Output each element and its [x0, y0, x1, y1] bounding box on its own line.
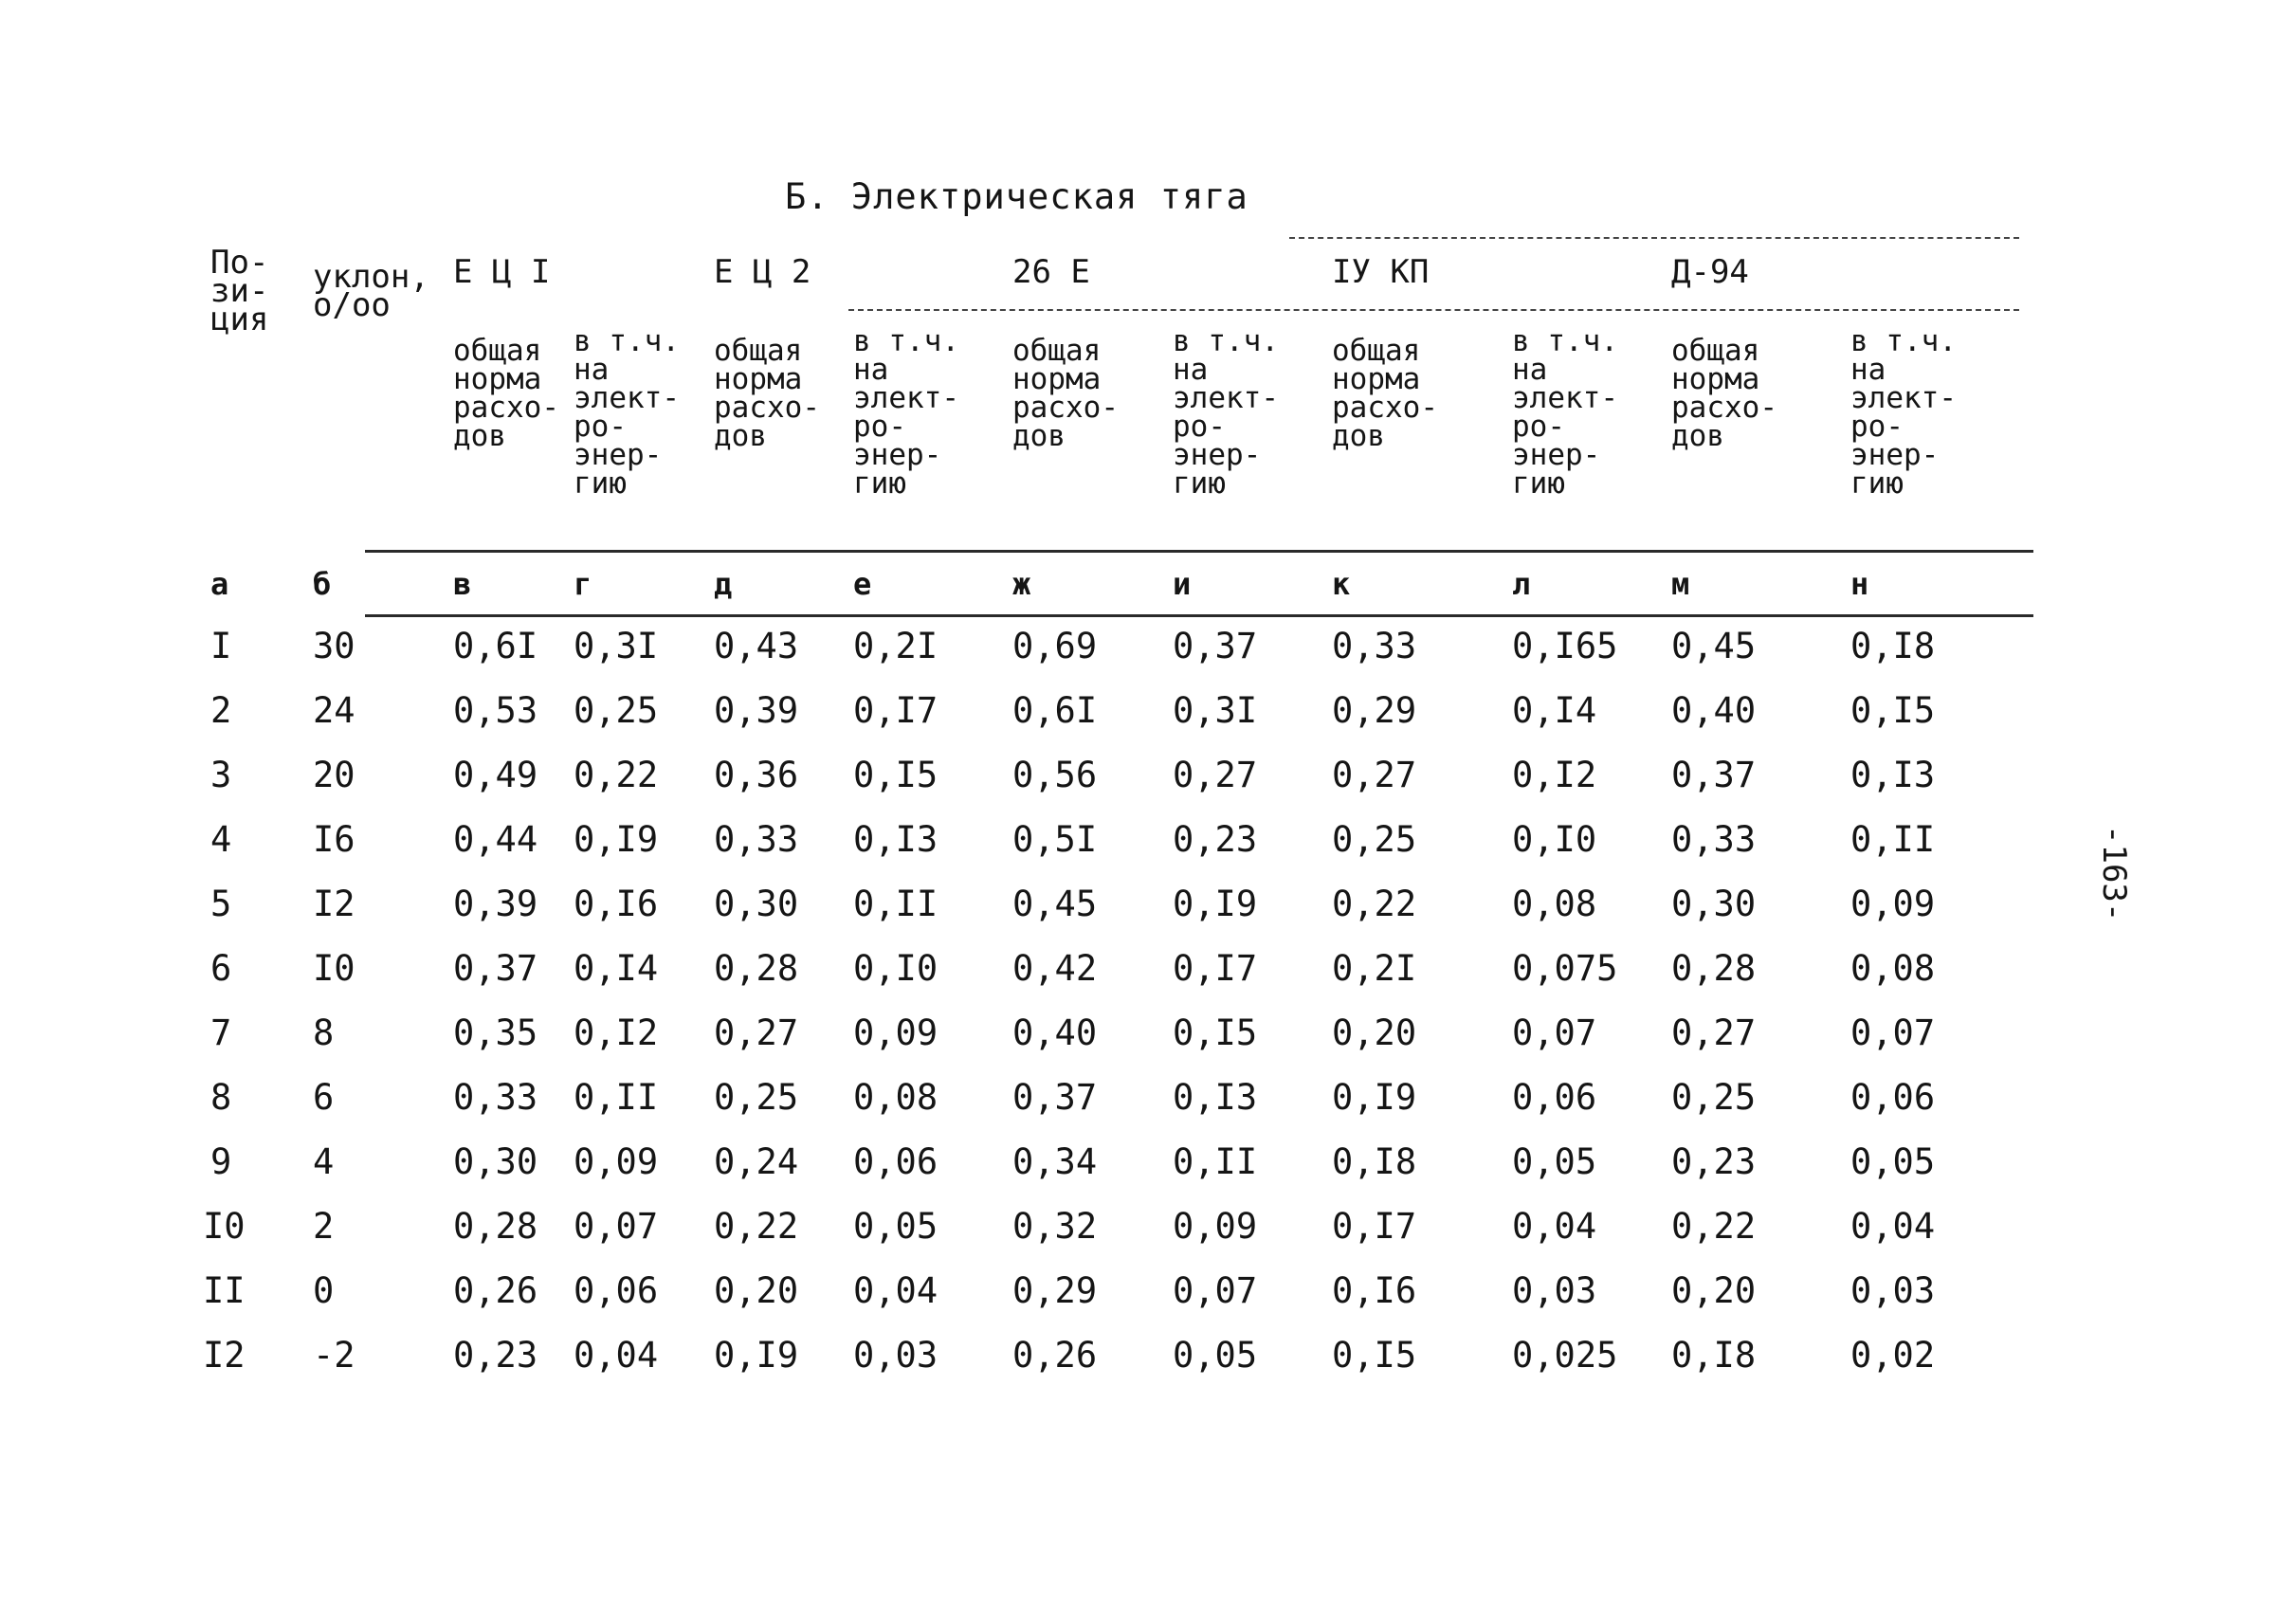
table-cell: 8: [313, 1012, 335, 1053]
table-cell: 0,56: [1012, 755, 1098, 795]
column-letter: г: [574, 566, 592, 602]
table-cell: 24: [313, 690, 355, 731]
table-cell: 0,32: [1012, 1206, 1098, 1247]
header-incl-energy: в т.ч. на элект- ро- энер- гию: [853, 324, 959, 501]
table-cell: 0,26: [453, 1270, 538, 1311]
column-letter: н: [1850, 566, 1869, 602]
table-cell: -2: [313, 1335, 355, 1376]
row-position: 9: [210, 1141, 232, 1182]
table-cell: 0,09: [1173, 1206, 1258, 1247]
table-cell: 0,2I: [1332, 948, 1417, 989]
header-total-norm: общая норма расхо- дов: [1012, 334, 1119, 453]
column-letter: м: [1671, 566, 1690, 602]
page-title: Б. Электрическая тяга: [785, 176, 1248, 217]
column-letter: д: [714, 566, 733, 602]
table-cell: 0,34: [1012, 1141, 1098, 1182]
table-cell: 0,I65: [1512, 626, 1618, 666]
table-cell: 0,07: [574, 1206, 659, 1247]
table-cell: 0,26: [1012, 1335, 1098, 1376]
header-incl-energy: в т.ч. на элект- ро- энер- гию: [1850, 324, 1957, 501]
table-cell: 0,025: [1512, 1335, 1618, 1376]
column-letter: б: [313, 566, 332, 602]
table-cell: 0,28: [714, 948, 799, 989]
header-incl-energy: в т.ч. на элект- ро- энер- гию: [1173, 324, 1279, 501]
table-cell: 0,I3: [853, 819, 938, 860]
table-cell: 0,I2: [1512, 755, 1597, 795]
table-cell: 0,25: [1332, 819, 1417, 860]
table-cell: 0,04: [574, 1335, 659, 1376]
rule-letters-bottom: [365, 614, 2033, 617]
table-cell: 0,08: [853, 1077, 938, 1118]
table-cell: 0,33: [1332, 626, 1417, 666]
table-cell: 0,29: [1332, 690, 1417, 731]
table-cell: 0,I9: [1173, 884, 1258, 924]
table-cell: 0,23: [1173, 819, 1258, 860]
table-cell: 0,07: [1512, 1012, 1597, 1053]
table-cell: 0,04: [853, 1270, 938, 1311]
table-cell: 0: [313, 1270, 335, 1311]
table-cell: 0,44: [453, 819, 538, 860]
table-cell: 0,30: [1671, 884, 1757, 924]
column-letter: к: [1332, 566, 1351, 602]
table-cell: 0,33: [1671, 819, 1757, 860]
table-cell: 0,42: [1012, 948, 1098, 989]
table-cell: 0,06: [574, 1270, 659, 1311]
row-position: 7: [210, 1012, 232, 1053]
table-cell: 0,I5: [1173, 1012, 1258, 1053]
table-cell: 0,07: [1850, 1012, 1936, 1053]
header-incl-energy: в т.ч. на элект- ро- энер- гию: [574, 324, 680, 501]
table-cell: 0,30: [453, 1141, 538, 1182]
rule-top-dashed: [1289, 237, 2019, 239]
table-cell: 20: [313, 755, 355, 795]
table-cell: 0,04: [1512, 1206, 1597, 1247]
table-cell: 0,03: [853, 1335, 938, 1376]
header-incl-energy: в т.ч. на элект- ро- энер- гию: [1512, 324, 1618, 501]
table-cell: 0,06: [853, 1141, 938, 1182]
rule-group-dashed: [848, 309, 2019, 311]
table-cell: 0,33: [714, 819, 799, 860]
table-cell: 0,22: [714, 1206, 799, 1247]
table-cell: 0,69: [1012, 626, 1098, 666]
table-cell: 0,27: [1332, 755, 1417, 795]
table-cell: 0,05: [853, 1206, 938, 1247]
table-cell: 0,03: [1850, 1270, 1936, 1311]
table-cell: 0,6I: [1012, 690, 1098, 731]
table-cell: I0: [313, 948, 355, 989]
table-cell: 0,20: [1332, 1012, 1417, 1053]
table-cell: 0,22: [1671, 1206, 1757, 1247]
row-position: 3: [210, 755, 232, 795]
table-cell: 0,37: [1671, 755, 1757, 795]
table-cell: 2: [313, 1206, 335, 1247]
table-cell: I2: [313, 884, 355, 924]
table-cell: 0,28: [453, 1206, 538, 1247]
table-cell: 0,07: [1173, 1270, 1258, 1311]
table-cell: 0,I8: [1332, 1141, 1417, 1182]
column-letter: ж: [1012, 566, 1031, 602]
group-header: 26 Е: [1012, 253, 1090, 291]
table-cell: 0,22: [574, 755, 659, 795]
table-cell: 0,I9: [714, 1335, 799, 1376]
group-header: Д-94: [1671, 253, 1749, 291]
group-header: Е Ц 2: [714, 253, 811, 291]
table-cell: 0,3I: [1173, 690, 1258, 731]
row-position: II: [203, 1270, 246, 1311]
table-cell: 0,20: [714, 1270, 799, 1311]
table-cell: 0,6I: [453, 626, 538, 666]
table-cell: 4: [313, 1141, 335, 1182]
table-cell: 0,05: [1173, 1335, 1258, 1376]
table-cell: 0,I7: [1332, 1206, 1417, 1247]
table-cell: 0,29: [1012, 1270, 1098, 1311]
table-cell: 0,23: [1671, 1141, 1757, 1182]
table-cell: 0,20: [1671, 1270, 1757, 1311]
table-cell: 0,I0: [1512, 819, 1597, 860]
group-header: IУ КП: [1332, 253, 1430, 291]
table-cell: 0,28: [1671, 948, 1757, 989]
table-cell: 0,45: [1012, 884, 1098, 924]
table-cell: 0,27: [1671, 1012, 1757, 1053]
table-cell: 0,02: [1850, 1335, 1936, 1376]
table-cell: 0,25: [574, 690, 659, 731]
table-cell: 0,27: [714, 1012, 799, 1053]
table-cell: 0,39: [453, 884, 538, 924]
table-cell: 0,39: [714, 690, 799, 731]
table-cell: 30: [313, 626, 355, 666]
table-cell: 0,2I: [853, 626, 938, 666]
table-cell: 0,36: [714, 755, 799, 795]
table-cell: 0,35: [453, 1012, 538, 1053]
table-cell: 0,40: [1671, 690, 1757, 731]
table-cell: 0,I4: [574, 948, 659, 989]
table-cell: 0,40: [1012, 1012, 1098, 1053]
table-cell: 0,37: [1012, 1077, 1098, 1118]
table-cell: 0,43: [714, 626, 799, 666]
table-cell: 0,03: [1512, 1270, 1597, 1311]
table-cell: 0,05: [1850, 1141, 1936, 1182]
table-cell: 0,25: [1671, 1077, 1757, 1118]
row-position: 5: [210, 884, 232, 924]
table-cell: 0,24: [714, 1141, 799, 1182]
table-cell: 0,3I: [574, 626, 659, 666]
table-cell: 0,I7: [1173, 948, 1258, 989]
table-cell: 0,I5: [1850, 690, 1936, 731]
column-letter: е: [853, 566, 872, 602]
table-cell: 0,08: [1512, 884, 1597, 924]
rule-header-bottom: [365, 550, 2033, 553]
column-letter: и: [1173, 566, 1192, 602]
table-cell: 0,I3: [1850, 755, 1936, 795]
header-total-norm: общая норма расхо- дов: [714, 334, 820, 453]
header-total-norm: общая норма расхо- дов: [453, 334, 559, 453]
table-cell: 0,53: [453, 690, 538, 731]
column-letter: а: [210, 566, 229, 602]
table-cell: 0,06: [1850, 1077, 1936, 1118]
table-cell: 0,II: [574, 1077, 659, 1118]
table-cell: 0,I4: [1512, 690, 1597, 731]
row-position: 4: [210, 819, 232, 860]
table-cell: 0,I5: [853, 755, 938, 795]
table-cell: 0,27: [1173, 755, 1258, 795]
table-cell: 0,37: [453, 948, 538, 989]
table-cell: 0,04: [1850, 1206, 1936, 1247]
table-cell: 0,09: [1850, 884, 1936, 924]
table-cell: 0,I6: [1332, 1270, 1417, 1311]
table-cell: 0,05: [1512, 1141, 1597, 1182]
table-cell: 0,06: [1512, 1077, 1597, 1118]
header-total-norm: общая норма расхо- дов: [1332, 334, 1438, 453]
table-cell: 0,23: [453, 1335, 538, 1376]
table-cell: 0,I9: [1332, 1077, 1417, 1118]
header-position: По- зи- ция: [210, 244, 269, 338]
table-cell: 0,I2: [574, 1012, 659, 1053]
column-letter: в: [453, 566, 472, 602]
table-cell: 0,I9: [574, 819, 659, 860]
column-letter: л: [1512, 566, 1531, 602]
table-cell: 0,II: [853, 884, 938, 924]
row-position: I: [210, 626, 232, 666]
table-cell: 0,I8: [1850, 626, 1936, 666]
table-cell: 0,49: [453, 755, 538, 795]
table-cell: 0,I6: [574, 884, 659, 924]
table-cell: 0,II: [1850, 819, 1936, 860]
row-position: I2: [203, 1335, 246, 1376]
row-position: 6: [210, 948, 232, 989]
page-number: -163-: [2095, 825, 2133, 922]
table-cell: 0,45: [1671, 626, 1757, 666]
table-cell: 0,I3: [1173, 1077, 1258, 1118]
table-cell: 0,5I: [1012, 819, 1098, 860]
table-cell: 0,30: [714, 884, 799, 924]
row-position: 2: [210, 690, 232, 731]
table-cell: 0,08: [1850, 948, 1936, 989]
group-header: Е Ц I: [453, 253, 551, 291]
table-cell: 0,33: [453, 1077, 538, 1118]
table-cell: 0,I7: [853, 690, 938, 731]
table-cell: 0,I0: [853, 948, 938, 989]
table-cell: 0,09: [853, 1012, 938, 1053]
table-cell: I6: [313, 819, 355, 860]
table-cell: 0,09: [574, 1141, 659, 1182]
table-cell: 0,I5: [1332, 1335, 1417, 1376]
table-cell: 0,075: [1512, 948, 1618, 989]
table-cell: 0,22: [1332, 884, 1417, 924]
row-position: I0: [203, 1206, 246, 1247]
table-cell: 6: [313, 1077, 335, 1118]
table-cell: 0,II: [1173, 1141, 1258, 1182]
table-cell: 0,I8: [1671, 1335, 1757, 1376]
header-total-norm: общая норма расхо- дов: [1671, 334, 1777, 453]
header-slope: уклон, o/oo: [313, 258, 429, 324]
row-position: 8: [210, 1077, 232, 1118]
table-cell: 0,25: [714, 1077, 799, 1118]
table-cell: 0,37: [1173, 626, 1258, 666]
